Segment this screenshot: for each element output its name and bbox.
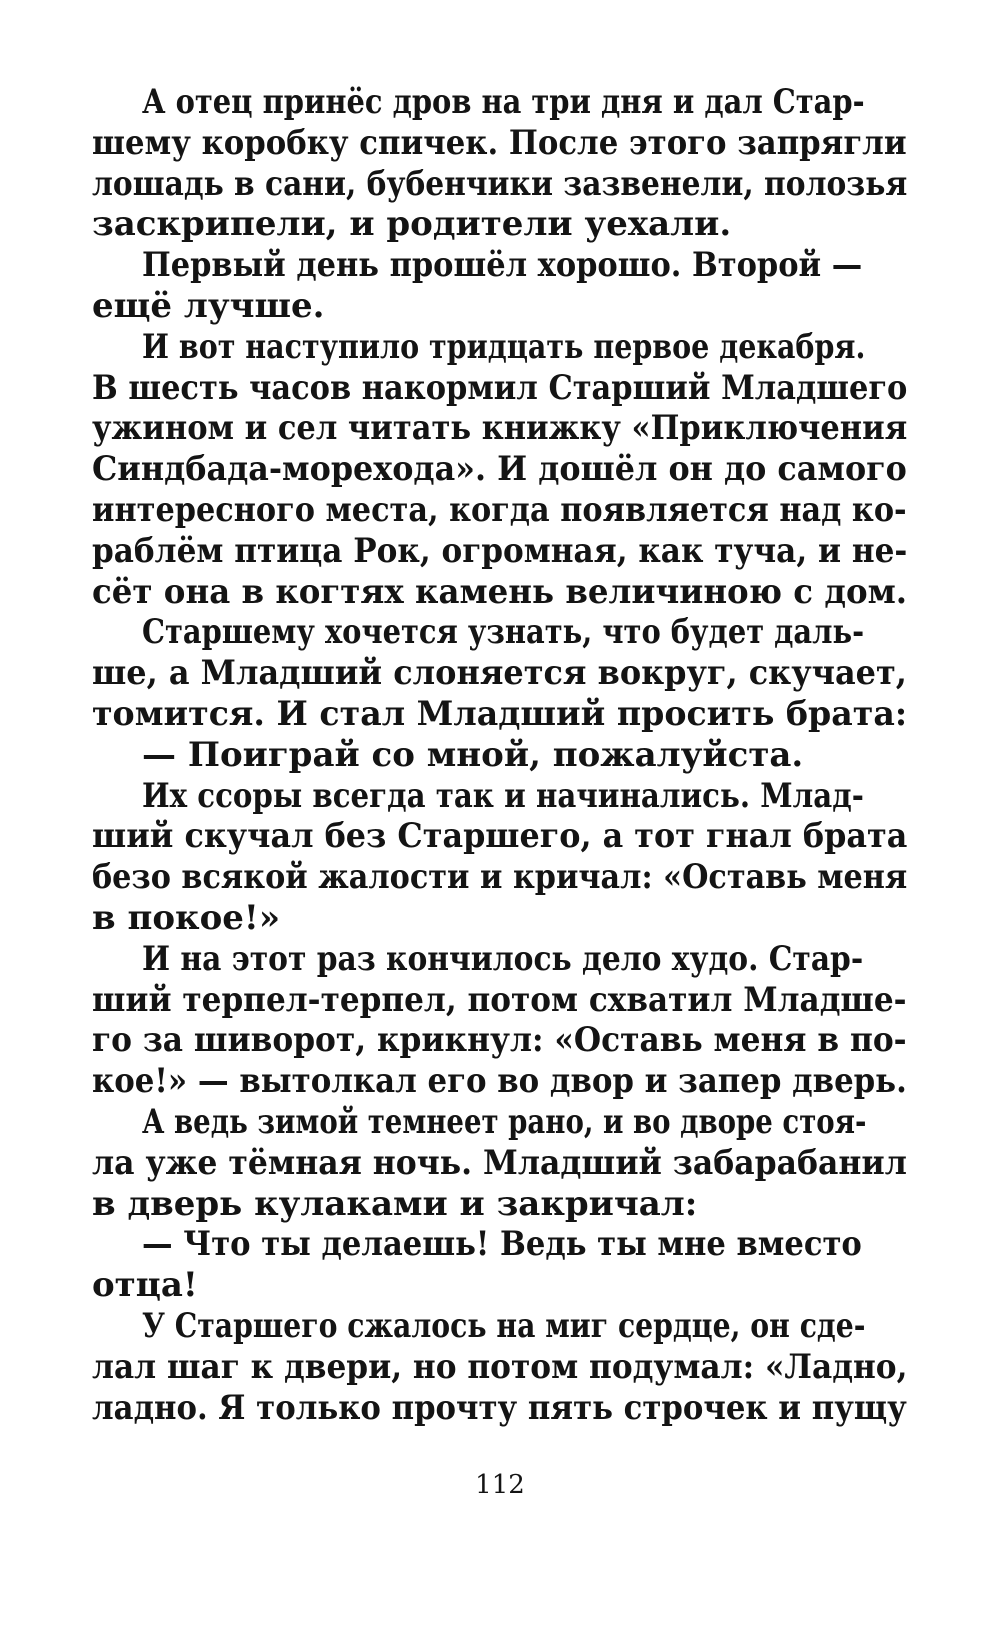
paragraph: [92, 612, 907, 734]
text-line: го за шиворот, крикнул: «Оставь меня в по-: [92, 1020, 907, 1061]
paragraph: [92, 1306, 907, 1428]
text-line: лошадь в сани, бубенчики зазвенели, полозья: [92, 163, 908, 204]
paragraph: [92, 1224, 907, 1306]
text-line: — Что ты делаешь! Ведь ты мне вместо: [142, 1224, 862, 1265]
text-line: Синдбада-морехода». И дошёл он до самого: [92, 449, 907, 490]
text-line: А отец принёс дров на три дня и дал Стар-: [142, 82, 865, 122]
text-line: безо всякой жалости и кричал: «Оставь меня: [92, 857, 908, 898]
paragraph: [92, 939, 907, 1102]
text-line: И вот наступило тридцать первое декабря.: [142, 326, 866, 367]
page-number: 112: [475, 1470, 525, 1500]
text-line: — Поиграй со мной, пожалуйста.: [142, 734, 804, 775]
text-line: Старшему хочется узнать, что будет даль-: [142, 612, 865, 653]
text-line: А ведь зимой темнеет рано, и во дворе стоя-: [142, 1101, 867, 1142]
paragraph: [92, 776, 907, 939]
text-line: В шесть часов накормил Старший Младшего: [92, 367, 908, 408]
text-line: сёт она в когтях камень величиною с дом.: [92, 571, 908, 612]
text-line: ладно. Я только прочту пять строчек и пущу: [92, 1387, 907, 1428]
body-text: [92, 82, 907, 1428]
text-line: У Старшего сжалось на миг сердце, он сде-: [142, 1305, 866, 1346]
paragraph: [92, 327, 907, 613]
text-line: лал шаг к двери, но потом подумал: «Ладно,: [92, 1346, 908, 1387]
paragraph: [92, 735, 907, 776]
text-line: в покое!»: [92, 897, 281, 938]
text-line: заскрипели, и родители уехали.: [92, 204, 732, 245]
paragraph: [92, 1102, 907, 1224]
text-line: отца!: [92, 1265, 198, 1306]
text-line: ше, а Младший слоняется вокруг, скучает,: [92, 653, 907, 694]
text-line: шему коробку спичек. После этого запрягли: [92, 122, 907, 163]
text-line: томится. И стал Младший просить брата:: [92, 693, 908, 734]
text-line: ла уже тёмная ночь. Младший забарабанил: [92, 1142, 907, 1183]
text-line: в дверь кулаками и закричал:: [92, 1183, 698, 1224]
text-line: ший терпел-терпел, потом схватил Младше-: [92, 979, 907, 1020]
text-line: кое!» — вытолкал его во двор и запер дверь.: [92, 1061, 907, 1102]
text-line: Их ссоры всегда так и начинались. Млад-: [142, 775, 864, 816]
text-line: ещё лучше.: [92, 285, 325, 326]
text-line: раблём птица Рок, огромная, как туча, и не-: [92, 530, 908, 571]
text-line: интересного места, когда появляется над ко-: [92, 489, 907, 530]
paragraph: [92, 245, 907, 327]
text-line: И на этот раз кончилось дело худо. Стар-: [142, 938, 864, 979]
text-line: Первый день прошёл хорошо. Второй —: [142, 245, 863, 286]
text-line: ший скучал без Старшего, а тот гнал брата: [92, 816, 908, 857]
paragraph: [92, 82, 907, 245]
text-line: ужином и сел читать книжку «Приключения: [92, 408, 908, 449]
